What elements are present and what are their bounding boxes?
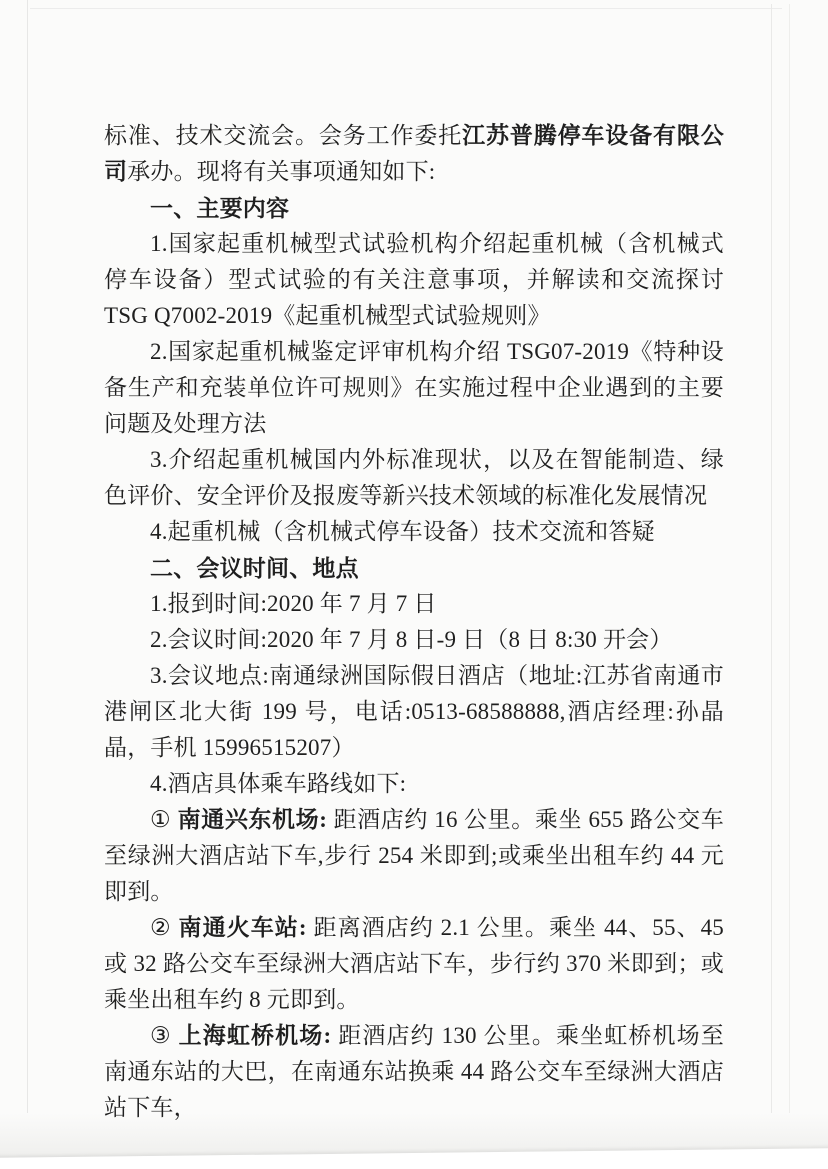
heading-section-1-main-content — [104, 190, 724, 226]
text-run: ① — [150, 807, 178, 832]
bold-text-run: 江苏普腾停车设备有限公司 — [104, 123, 724, 184]
para-route-2-railway-station — [104, 910, 724, 1018]
text-run: 承办。现将有关事项通知如下: — [127, 159, 436, 184]
text-run: 距离酒店约 2.1 公里。乘坐 44、55、45 或 32 路公交车至绿洲大酒店站下车，步行约 370 米即到；或乘坐出租车约 8 元即到。 — [104, 915, 724, 1012]
bold-text-run: 南通兴东机场: — [177, 807, 328, 832]
para-route-1-xingdong-airport — [104, 802, 724, 910]
text-run: 1.国家起重机械型式试验机构介绍起重机械（含机械式停车设备）型式试验的有关注意事项，并解读和交流探讨 TSG Q7002-2019《起重机械型式试验规则》 — [104, 231, 724, 328]
bold-text-run: 上海虹桥机场: — [178, 1023, 332, 1048]
text-run: 3.会议地点:南通绿洲国际假日酒店（地址:江苏省南通市港闸区北大街 199 号，电话:0513-68588888,酒店经理:孙晶晶，手机 15996515207） — [104, 663, 724, 760]
text-run: 距酒店约 130 公里。乘坐虹桥机场至南通东站的大巴，在南通东站换乘 44 路公交车至绿洲大酒店站下车， — [104, 1023, 724, 1120]
scan-edge-right-line-inner — [771, 4, 772, 1147]
document-body — [104, 118, 724, 1126]
scan-edge-left-line — [27, 0, 28, 1153]
para-item-4-exchange — [104, 514, 724, 550]
para-item-1-type-test — [104, 226, 724, 334]
text-run: 1.报到时间:2020 年 7 月 7 日 — [150, 591, 437, 616]
para-meeting-time — [104, 622, 724, 658]
text-run: 4.起重机械（含机械式停车设备）技术交流和答疑 — [150, 519, 655, 544]
para-meeting-place — [104, 658, 724, 766]
para-intro-continuation — [104, 118, 724, 190]
para-item-2-appraisal — [104, 334, 724, 442]
bold-text-run: 南通火车站: — [178, 915, 307, 940]
text-run: 距酒店约 16 公里。乘坐 655 路公交车至绿洲大酒店站下车,步行 254 米即到;或乘坐出租车约 44 元即到。 — [104, 807, 724, 904]
para-item-3-standards — [104, 442, 724, 514]
text-run: 4.酒店具体乘车路线如下: — [150, 771, 407, 796]
bold-text-run: 二、会议时间、地点 — [150, 555, 359, 581]
text-run: 3.介绍起重机械国内外标准现状，以及在智能制造、绿色评价、安全评价及报废等新兴技术领域的标准化发展情况 — [104, 447, 724, 508]
text-run: 标准、技术交流会。会务工作委托 — [104, 123, 463, 148]
heading-section-2-time-place — [104, 550, 724, 586]
text-run: 2.会议时间:2020 年 7 月 8 日-9 日（8 日 8:30 开会） — [150, 627, 673, 652]
text-run: ② — [150, 915, 179, 940]
scan-edge-right-line-outer — [789, 4, 790, 1149]
para-route-3-hongqiao-airport — [104, 1018, 724, 1126]
scan-edge-top-line — [30, 8, 782, 9]
text-run: ③ — [150, 1023, 179, 1048]
bold-text-run: 一、主要内容 — [150, 195, 290, 221]
text-run: 2.国家起重机械鉴定评审机构介绍 TSG07-2019《特种设备生产和充装单位许可规则》在实施过程中企业遇到的主要问题及处理方法 — [104, 339, 724, 436]
para-registration-time — [104, 586, 724, 622]
para-route-intro — [104, 766, 724, 802]
